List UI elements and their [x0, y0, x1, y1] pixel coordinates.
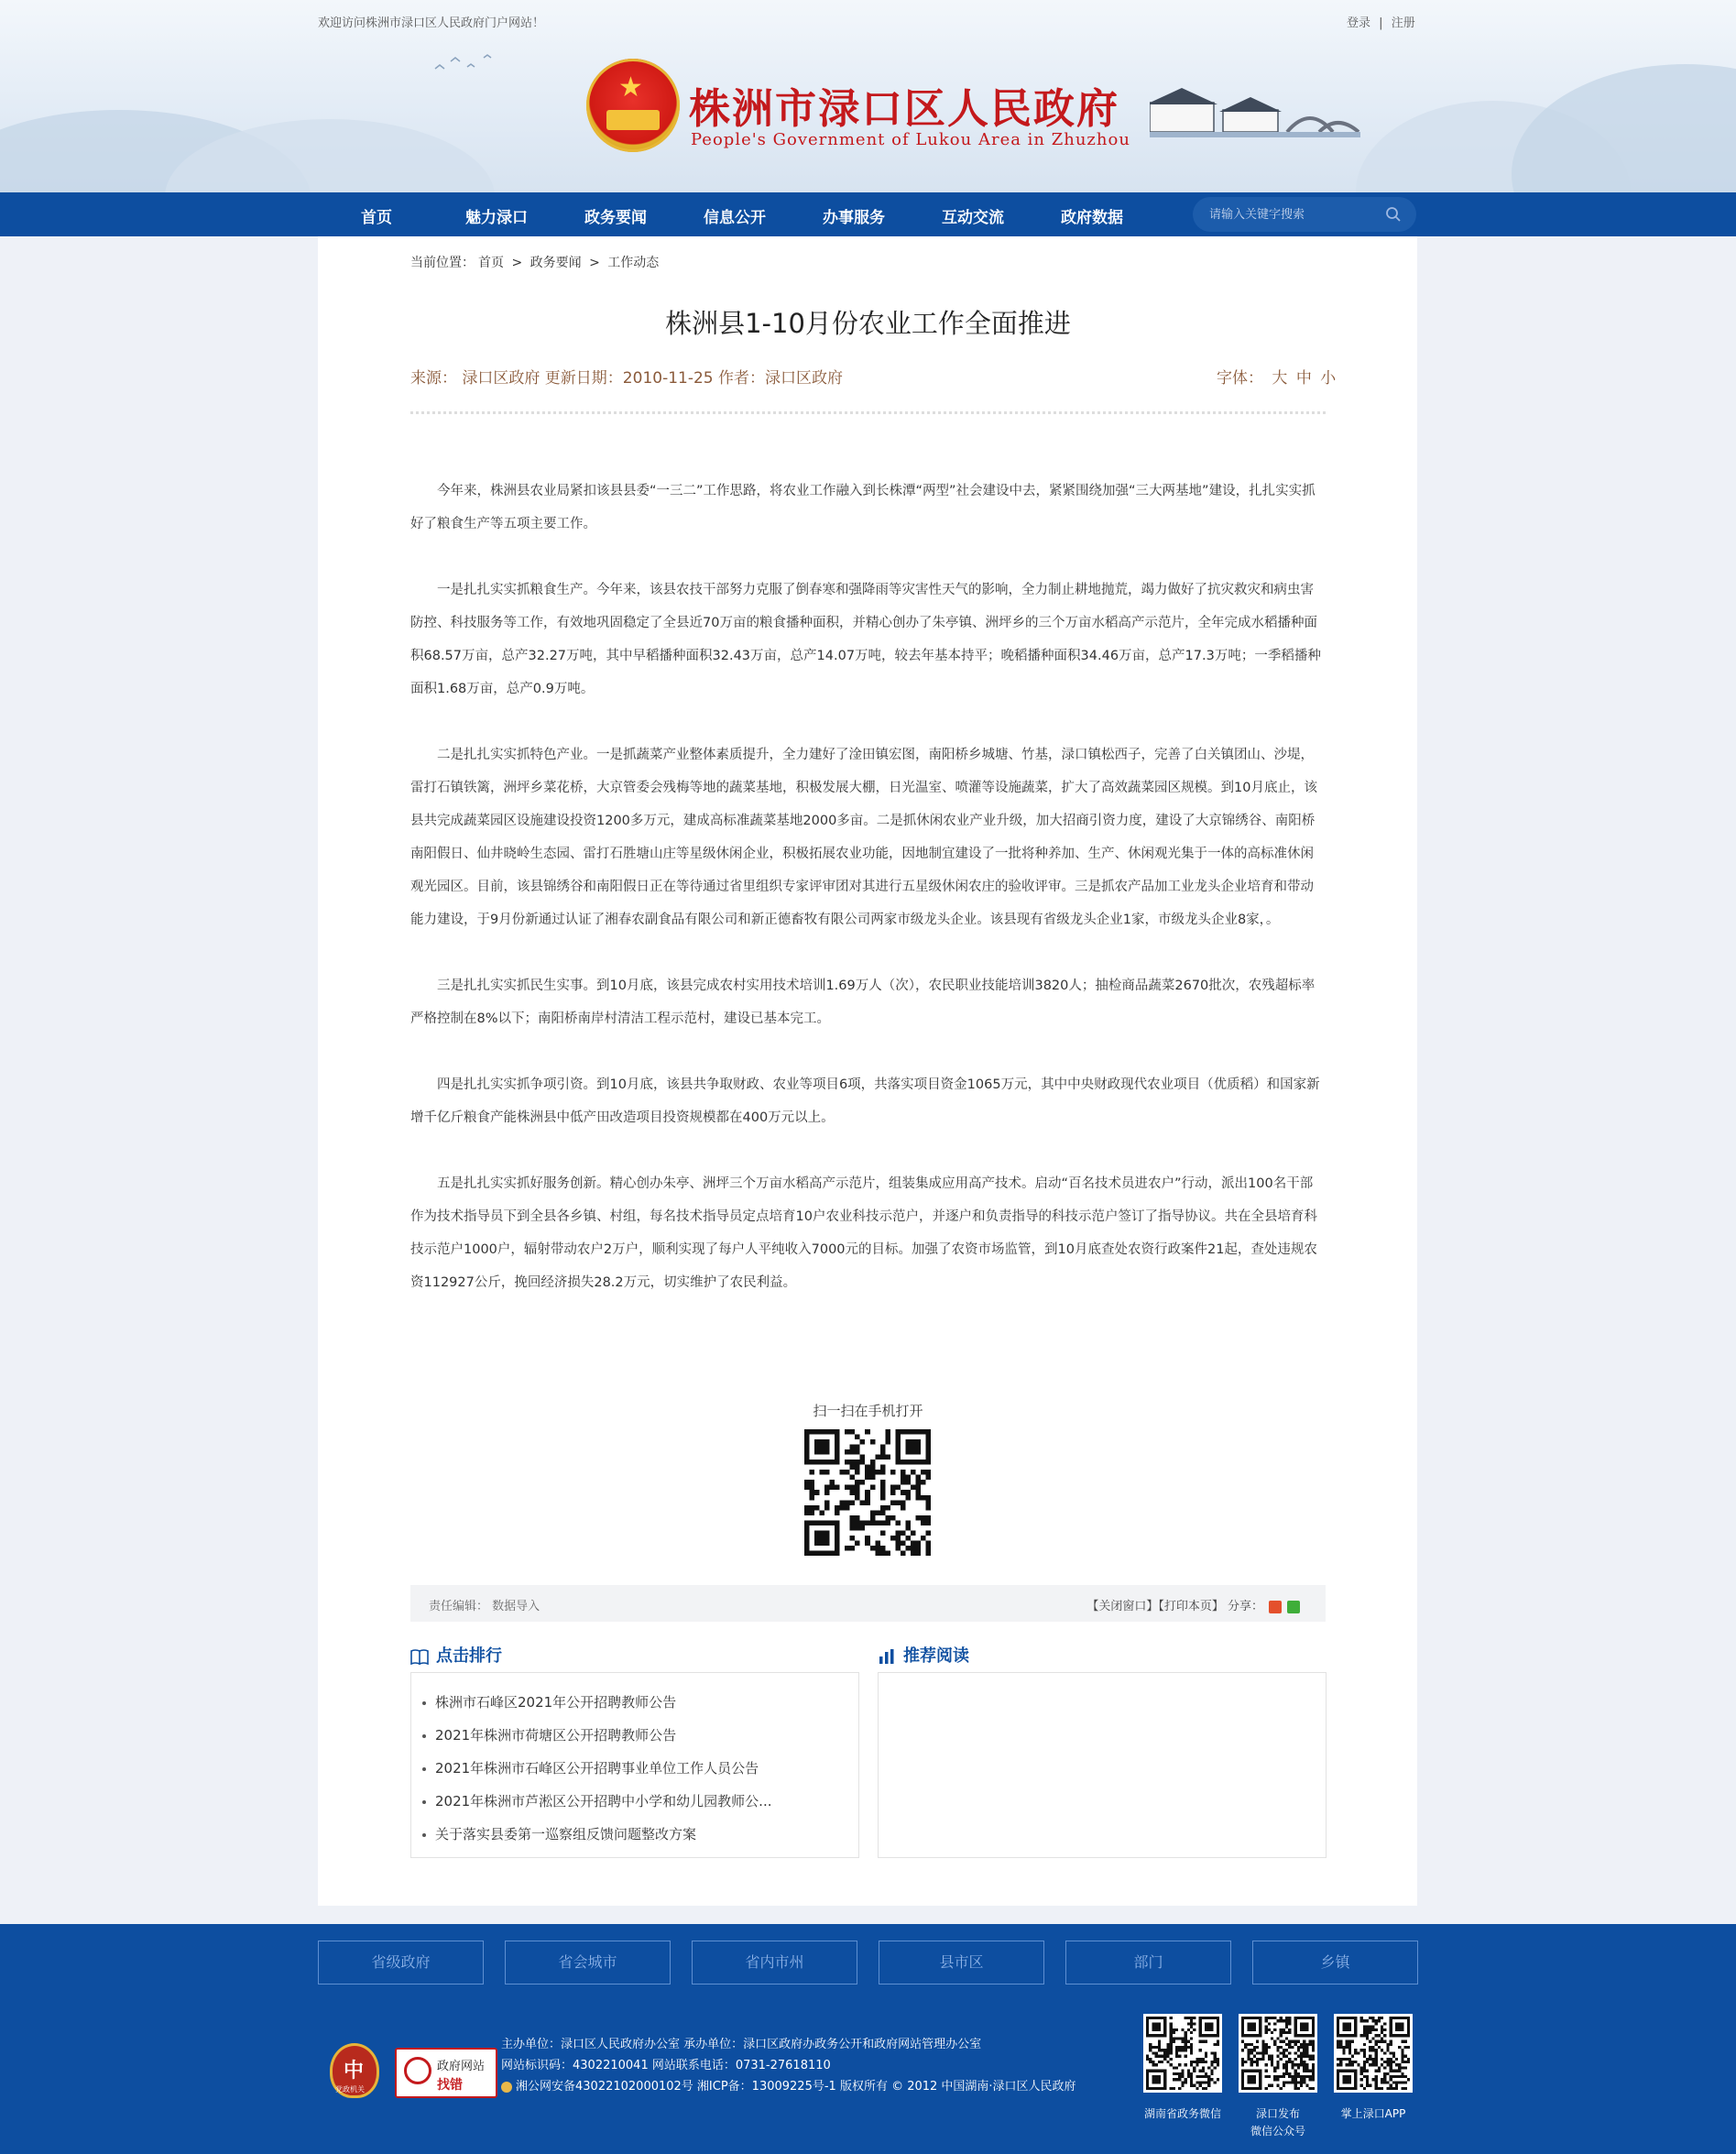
article-body: [410, 475, 1326, 1332]
site-title-en: People's Government of Lukou Area in Zhuzhou: [691, 130, 1130, 149]
footer-link-departments[interactable]: 部门: [1065, 1941, 1231, 1985]
footer-site-id: 网站标识码：4302210041 网站联系电话：0731-27618110: [501, 2059, 831, 2072]
register-link[interactable]: 注册: [1391, 16, 1415, 30]
font-size-large[interactable]: 大: [1272, 369, 1288, 388]
site-header: [0, 0, 1736, 192]
ranking-panel: [410, 1672, 859, 1858]
article-paragraph: 三是扎扎实实抓民生实事。到10月底，该县完成农村实用技术培训1.69万人（次），农民职业技能培训3820人；抽检商品蔬菜2670批次，农残超标率严格控制在8%以下；南阳桥南岸村清洁工程示范村，建设已基本完工。: [410, 979, 1316, 1026]
search-box: [1193, 197, 1416, 232]
share-label: 分享：: [1227, 1600, 1263, 1613]
font-size-medium[interactable]: 中: [1295, 369, 1312, 388]
qr-caption: 渌口发布 微信公众号: [1250, 2107, 1305, 2138]
nav-interaction[interactable]: 互动交流: [942, 209, 1004, 227]
font-size-small[interactable]: 小: [1320, 369, 1337, 388]
ranking-header: [410, 1643, 502, 1667]
ranking-item-text: 株洲市石峰区2021年公开招聘教师公告: [435, 1694, 677, 1711]
breadcrumb-news[interactable]: 政务要闻: [530, 256, 582, 270]
article-paragraph: 五是扎扎实实抓好服务创新。精心创办朱亭、洲坪三个万亩水稻高产示范片，组装集成应用高产技术。启动“百名技术员进农户”行动，派出100名干部作为技术指导员下到全县各乡镇、村组，每名技术指导员定点培育10户农业科技示范户，并逐户和负责指导的科技示范户签订了指导协议。共在全县培育科技示范户1000户，辐射带动农户2万户，顺利实现了每户人平纯收入7000元的目标。加强了农资市场监管，到10月底查处农资行政案件21起，查处违规农资112927公斤，挽回经济损失28.2万元，切实维护了农民利益。: [410, 1176, 1317, 1290]
qr-caption: 掌上渌口APP: [1340, 2107, 1406, 2120]
hunan-wechat-qr-code: [1143, 2014, 1222, 2093]
site-title: 株洲市渌口区人民政府: [689, 84, 1120, 133]
breadcrumb-home[interactable]: 首页: [478, 256, 504, 270]
footer-link-provincial-gov[interactable]: 省级政府: [318, 1941, 484, 1985]
font-size-label: 字体：: [1217, 369, 1263, 388]
ranking-item[interactable]: [422, 1752, 858, 1785]
magnifier-icon: [404, 2057, 431, 2084]
error-box-line1: 政府网站: [437, 2060, 486, 2073]
gov-site-error-report-button[interactable]: [395, 2048, 497, 2098]
bullet: [422, 1833, 426, 1837]
ranking-item[interactable]: [422, 1785, 858, 1818]
breadcrumb-separator: >: [589, 256, 600, 270]
footer-link-towns[interactable]: 乡镇: [1252, 1941, 1418, 1985]
bullet: [422, 1800, 426, 1804]
bar-actions: [1086, 1596, 1300, 1613]
qr-label: 扫一扫在手机打开: [813, 1403, 923, 1419]
party-gov-badge-icon[interactable]: 中 党政机关: [330, 2043, 379, 2098]
wechat-share-icon[interactable]: [1287, 1601, 1300, 1613]
article-action-bar: [410, 1585, 1326, 1622]
mountain-decoration: [1512, 64, 1736, 192]
ranking-item-text: 关于落实县委第一巡察组反馈问题整改方案: [435, 1826, 697, 1842]
bar-chart-icon: [878, 1648, 896, 1665]
search-icon[interactable]: [1385, 206, 1402, 223]
nav-services[interactable]: 办事服务: [823, 209, 885, 227]
ranking-item-text: 2021年株洲市芦淞区公开招聘中小学和幼儿园教师公...: [435, 1793, 772, 1810]
ranking-item[interactable]: [422, 1686, 858, 1719]
nav-info-disclosure[interactable]: 信息公开: [704, 209, 766, 227]
footer-sponsor: 主办单位：渌口区人民政府办公室 承办单位：渌口区政府办政务公开和政府网站管理办公室: [501, 2038, 982, 2051]
breadcrumb-label: 当前位置：: [410, 256, 475, 270]
breadcrumb-separator: >: [511, 256, 523, 270]
nav-government-data[interactable]: 政府数据: [1061, 209, 1123, 227]
ranking-title: 点击排行: [436, 1646, 502, 1666]
main-nav: [0, 192, 1736, 236]
breadcrumb: [410, 253, 662, 271]
article-paragraph: 四是扎扎实实抓争项引资。到10月底，该县共争取财政、农业等项目6项，共落实项目资金1065万元，其中中央财政现代农业项目（优质稻）和国家新增千亿斤粮食产能株洲县中低产田改造项目投资规模都在400万元以上。: [410, 1077, 1320, 1125]
weibo-share-icon[interactable]: [1269, 1601, 1282, 1613]
login-link[interactable]: 登录: [1347, 16, 1371, 30]
account-links: [1347, 13, 1415, 30]
recommend-title: 推荐阅读: [903, 1646, 969, 1666]
police-badge-icon: [501, 2082, 512, 2093]
lukou-app-qr-code: [1334, 2014, 1413, 2093]
lukou-wechat-qr-code: [1239, 2014, 1317, 2093]
font-size-switcher: [1217, 365, 1336, 388]
article-title: 株洲县1-10月份农业工作全面推进: [665, 308, 1071, 339]
breadcrumb-work-updates[interactable]: 工作动态: [607, 256, 660, 270]
ranking-item-text: 2021年株洲市石峰区公开招聘事业单位工作人员公告: [435, 1760, 759, 1777]
recommend-panel: [878, 1672, 1327, 1858]
footer-icp-text: 湘公网安备43022102000102号 湘ICP备：13009225号-1 版权所有 © 2012 中国湖南·渌口区人民政府: [516, 2080, 1076, 2094]
bullet: [422, 1767, 426, 1771]
ranking-item[interactable]: [422, 1719, 858, 1752]
bullet: [422, 1701, 426, 1705]
footer-link-counties[interactable]: 县市区: [879, 1941, 1044, 1985]
nav-government-news[interactable]: 政务要闻: [584, 209, 647, 227]
footer-link-cities-in-province[interactable]: 省内市州: [692, 1941, 857, 1985]
article-qr-code: [804, 1429, 931, 1556]
birds-decoration: [431, 50, 504, 78]
recommend-header: [878, 1643, 969, 1667]
book-icon: [410, 1648, 429, 1665]
separator: |: [1379, 16, 1383, 30]
divider: [410, 411, 1326, 414]
article-paragraph: 一是扎扎实实抓粮食生产。今年来，该县农技干部努力克服了倒春寒和强降雨等灾害性天气的影响，全力制止耕地抛荒，竭力做好了抗灾救灾和病虫害防控、科技服务等工作，有效地巩固稳定了全县近70万亩的粮食播种面积，并精心创办了朱亭镇、洲坪乡的三个万亩水稻高产示范片，全年完成水稻播种面积68.57万亩，总产32.27万吨，其中早稻播种面积32.43万亩，总产14.07万吨，较去年基本持平；晚稻播种面积34.46万亩，总产17.3万吨；一季稻播种面积1.68万亩，总产0.9万吨。: [410, 583, 1321, 696]
qr-caption: 湖南省政务微信: [1143, 2107, 1221, 2120]
badge-text: 党政机关: [335, 2085, 365, 2094]
nav-charm-lukou[interactable]: 魅力渌口: [465, 209, 528, 227]
print-link[interactable]: 【打印本页】: [1158, 1600, 1224, 1613]
village-illustration: [1150, 84, 1360, 139]
footer-icp: [501, 2076, 1076, 2094]
national-emblem-icon: ★: [586, 59, 680, 152]
footer-link-provincial-capitals[interactable]: 省会城市: [505, 1941, 671, 1985]
bullet: [422, 1734, 426, 1738]
article-meta: 来源： 渌口区政府 更新日期：2010-11-25 作者：渌口区政府: [410, 369, 844, 388]
nav-home[interactable]: 首页: [361, 209, 392, 227]
article-paragraph: 二是扎扎实实抓特色产业。一是抓蔬菜产业整体素质提升，全力建好了淦田镇宏图，南阳桥乡城塘、竹基，渌口镇松西子，完善了白关镇团山、沙堤，雷打石镇铁篱，洲坪乡菜花桥，大京管委会残梅等地的蔬菜基地，积极发展大棚，日光温室、喷灌等设施蔬菜，扩大了高效蔬菜园区规模。到10月底止，该县共完成蔬菜园区设施建设投资1200多万元，建成高标准蔬菜基地2000多亩。二是抓休闲农业产业升级，加大招商引资力度，建设了大京锦绣谷、南阳桥南阳假日、仙井晓岭生态园、雷打石胜塘山庄等星级休闲企业，积极拓展农业功能，因地制宜建设了一批将种养加、生产、休闲观光集于一体的高标准休闲观光园区。目前，该县锦绣谷和南阳假日正在等待通过省里组织专家评审团对其进行五星级休闲农庄的验收评审。三是抓农产品加工业龙头企业培育和带动能力建设，于9月份新通过认证了湘春农副食品有限公司和新正德畜牧有限公司两家市级龙头企业。该县现有省级龙头企业1家，市级龙头企业8家，。: [410, 748, 1317, 927]
welcome-text: 欢迎访问株洲市渌口区人民政府门户网站！: [318, 16, 545, 30]
article-paragraph: 今年来，株洲县农业局紧扣该县县委“一三二”工作思路，将农业工作融入到长株潭“两型”社会建设中去，紧紧围绕加强“三大两基地”建设，扎扎实实抓好了粮食生产等五项主要工作。: [410, 484, 1316, 531]
editor-info: 责任编辑： 数据导入: [429, 1600, 540, 1613]
close-window-link[interactable]: 【关闭窗口】: [1086, 1600, 1159, 1613]
error-box-line2: 找错: [437, 2078, 463, 2093]
ranking-item[interactable]: [422, 1818, 858, 1851]
ranking-item-text: 2021年株洲市荷塘区公开招聘教师公告: [435, 1727, 677, 1744]
search-input[interactable]: [1209, 197, 1379, 232]
